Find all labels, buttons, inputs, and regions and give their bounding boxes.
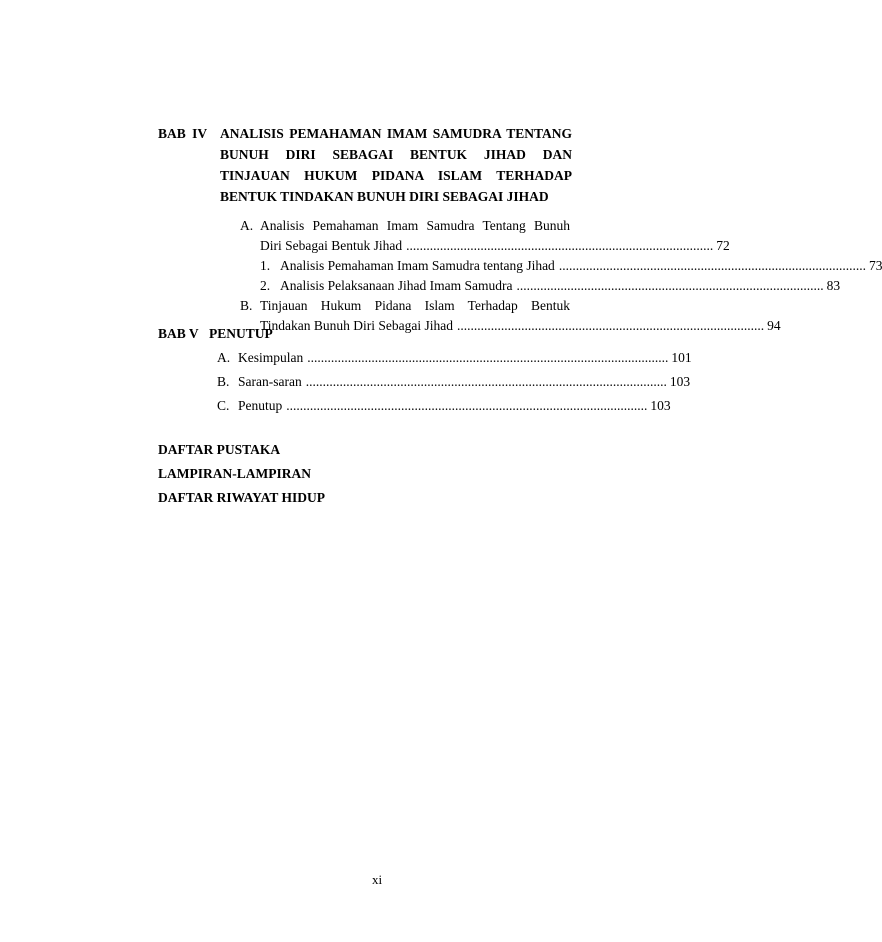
entry-a-marker: A. [240, 218, 254, 233]
chapter-v-b-line [238, 374, 691, 390]
chapter-v-c-marker: C. [217, 398, 230, 413]
chapter-v-c-page: 103 [650, 398, 671, 413]
entry-a1-marker: 1. [260, 258, 271, 273]
daftar-riwayat-hidup: DAFTAR RIWAYAT HIDUP [158, 490, 326, 505]
chapter-iv-title-line-1 [220, 126, 572, 142]
daftar-pustaka: DAFTAR PUSTAKA [158, 442, 281, 457]
dot-leader: ........................................................................................................... [307, 350, 669, 365]
dot-leader: ........................................................................................... [516, 278, 824, 293]
dot-leader: ........................................................................................................... [286, 398, 648, 413]
chapter-v-a-page: 101 [671, 350, 692, 365]
chapter-v-c-line [238, 398, 671, 414]
entry-b-line-1: Tinjauan Hukum Pidana Islam Terhadap Bentuk [260, 298, 570, 313]
chapter-v-b-marker: B. [217, 374, 230, 389]
entry-a-page: 72 [716, 238, 730, 253]
chapter-v-a-label: Kesimpulan [238, 350, 304, 365]
chapter-iv-title-line-3 [220, 168, 572, 184]
chapter-iv-title-line-3-text: TINJAUAN HUKUM PIDANA ISLAM TERHADAP [220, 168, 572, 183]
chapter-iv-title-line-2 [220, 147, 572, 163]
entry-b-line-2 [260, 318, 781, 334]
entry-a-line-1: Analisis Pemahaman Imam Samudra Tentang Bunuh [260, 218, 570, 233]
footer-page-number: xi [372, 872, 383, 887]
dot-leader: ........................................................................................... [406, 238, 714, 253]
entry-a-line-2 [260, 238, 730, 254]
chapter-v-b-label: Saran-saran [238, 374, 302, 389]
entry-a1-page: 73 [868, 258, 882, 273]
chapter-v-title: PENUTUP [209, 326, 273, 341]
entry-a1-label: Analisis Pemahaman Imam Samudra tentang Jihad [280, 258, 555, 273]
chapter-iv-prefix: BAB IV [158, 126, 208, 141]
chapter-v-a-line [238, 350, 692, 366]
entry-a1-line [280, 258, 882, 274]
entry-a-label: Diri Sebagai Bentuk Jihad [260, 238, 403, 253]
dot-leader: ........................................................................................................... [305, 374, 667, 389]
lampiran-lampiran: LAMPIRAN-LAMPIRAN [158, 466, 311, 481]
chapter-v-c-label: Penutup [238, 398, 283, 413]
chapter-v-prefix: BAB V [158, 326, 199, 341]
chapter-v-a-marker: A. [217, 350, 231, 365]
entry-a2-line [280, 278, 841, 294]
chapter-iv-title-line-4: BENTUK TINDAKAN BUNUH DIRI SEBAGAI JIHAD [220, 189, 549, 204]
chapter-v-b-page: 103 [669, 374, 691, 389]
chapter-iv-title-line-2-text: BUNUH DIRI SEBAGAI BENTUK JIHAD DAN [220, 147, 572, 162]
chapter-iv-title-line-1-text: ANALISIS PEMAHAMAN IMAM SAMUDRA TENTANG [220, 126, 572, 141]
entry-a2-marker: 2. [260, 278, 271, 293]
dot-leader: ........................................................................................... [457, 318, 765, 333]
entry-b-page: 94 [767, 318, 781, 333]
entry-b-label: Tindakan Bunuh Diri Sebagai Jihad [260, 318, 453, 333]
entry-a2-label: Analisis Pelaksanaan Jihad Imam Samudra [280, 278, 513, 293]
entry-b-marker: B. [240, 298, 253, 313]
entry-a2-page: 83 [826, 278, 841, 293]
dot-leader: ........................................................................................... [558, 258, 866, 273]
